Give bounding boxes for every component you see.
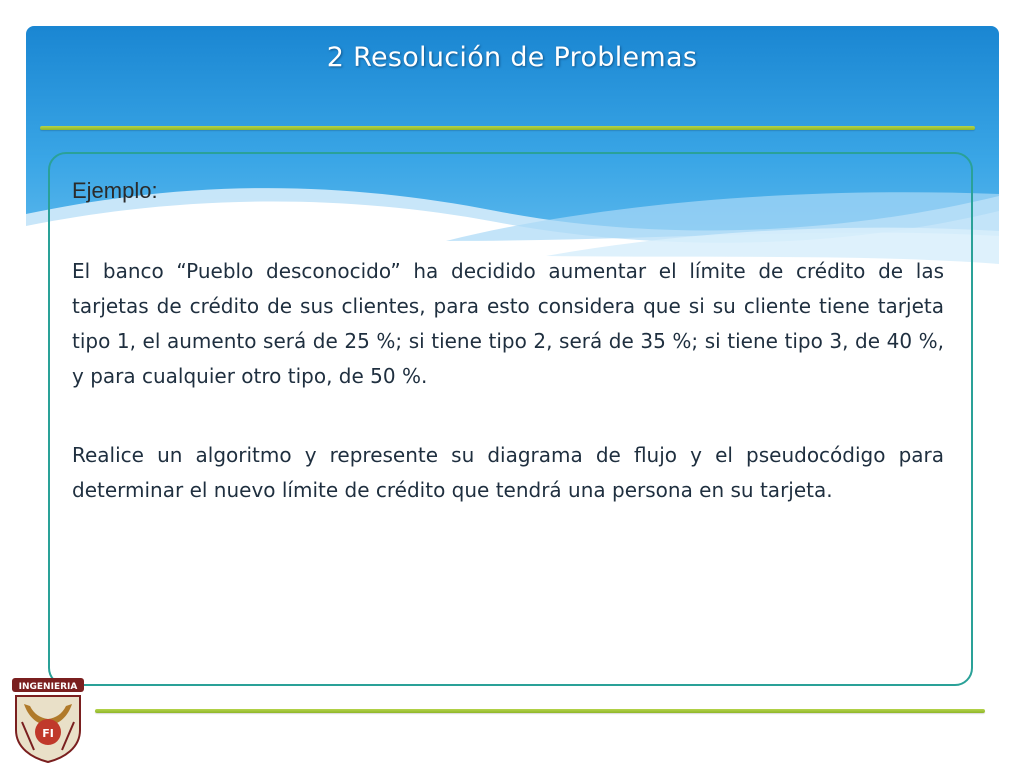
engineering-crest-icon — [6, 676, 90, 764]
content-frame — [48, 152, 973, 686]
svg-text:FI: FI — [42, 727, 54, 740]
problem-statement: El banco “Pueblo desconocido” ha decidido aumentar el límite de crédito de las tarjetas de crédito de sus clientes, para esto considera que si su cliente tiene tarjeta tipo 1, el aumento será de 25 %; si tiene tipo 2, será de 35 %; si tiene tipo 3, de 40 %, y para cualquier otro tipo, de 50 %. — [72, 259, 944, 388]
example-label: Ejemplo: — [72, 178, 158, 203]
footer-divider — [95, 709, 985, 713]
slide-title: 2 Resolución de Problemas — [326, 42, 698, 73]
svg-text:INGENIERIA: INGENIERIA — [18, 682, 78, 692]
faculty-logo — [6, 676, 90, 764]
title-divider — [40, 126, 975, 130]
task-instruction: Realice un algoritmo y represente su diagrama de flujo y el pseudocódigo para determinar el nuevo límite de crédito que tendrá una persona en su tarjeta. — [72, 443, 944, 502]
